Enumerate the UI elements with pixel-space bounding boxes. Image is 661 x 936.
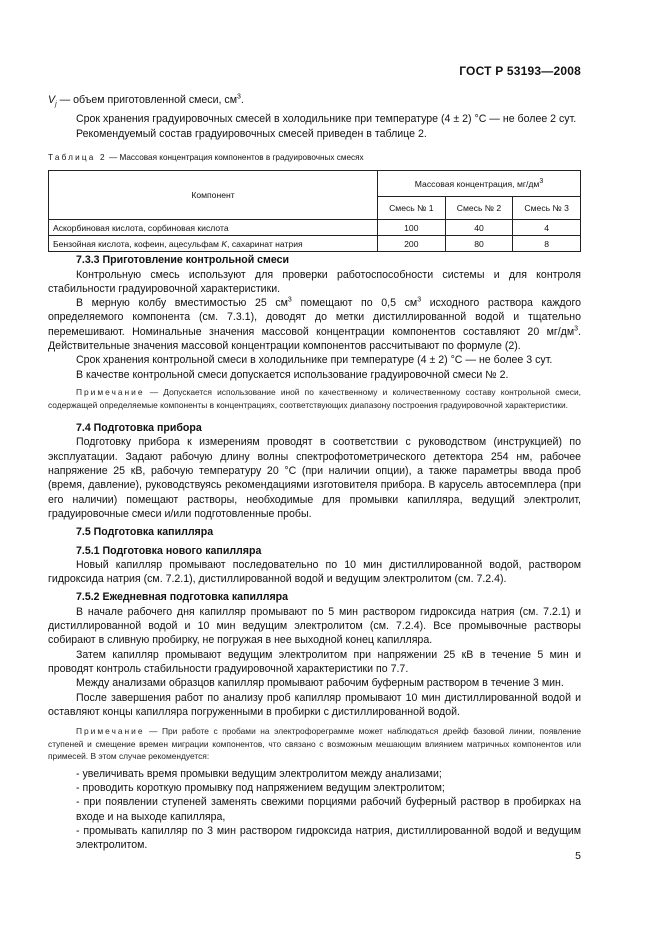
vj-subscript: j (55, 101, 57, 109)
table2-row2-name-a: Бензойная кислота, кофеин, ацесульфам (53, 238, 222, 249)
document-header: ГОСТ Р 53193—2008 (459, 64, 581, 78)
s733-p3: Срок хранения контрольной смеси в холодильнике при температуре (4 ± 2) °С — не более 3 сут. (76, 354, 553, 367)
list-item: - увеличивать время промывки ведущим электролитом между анализами; (76, 767, 442, 780)
table2-col-component: Компонент (49, 171, 378, 220)
s733-sup-a: 3 (287, 296, 292, 304)
table2-col-group-text: Массовая концентрация, мг/дм (414, 178, 540, 189)
s733-note-label: Примечание (76, 386, 145, 397)
table2-col-mix3: Смесь № 3 (513, 197, 581, 220)
s752-note-label: Примечание (76, 726, 145, 737)
page-content (48, 93, 581, 853)
table2-caption (48, 151, 581, 165)
s752-p3: Между анализами образцов капилляр промывают рабочим буферным раствором в течение 3 мин. (76, 677, 564, 690)
s733-p2c: исходного раствора каждого определяемого компонента (см. 7.3.1), доводят до метки дистиллированной водой и тщательно перемешивают. Номинальные значения массовой концентрации компонентов составляют 20 мг/дм (48, 297, 582, 338)
table2-row2-v1: 200 (378, 236, 446, 252)
s752-note-text: — При работе с пробами на электрофореграмме может наблюдаться дрейф базовой линии, появление ступеней и смещение времен миграции компонентов, что связано с возможным мешающим влиянием матричных компонентов или примесей. В этом случае рекомендуется: (48, 726, 581, 762)
list-item: - при появлении ступеней заменять свежими порциями рабочий буферный раствор в пробирках на входе и на выходе капилляра, (76, 796, 581, 823)
vj-end: . (240, 94, 244, 106)
s74-p1: Подготовку прибора к измерениям проводят в соответствии с руководством (инструкцией) по эксплуатации. Задают рабочую длину волны спектрофотометрического детектора 254 нм, рабочее напряжение 25 кВ, рабочую температуру 20 °С (при наличии опции), а также параметры ввода проб (время, давление), руководствуясь рекомендациями изготовителя прибора. В карусель автосемплера (при его наличии) помещают растворы, необходимые для промывки капилляра, ведущий электролит, градуировочные смеси и/или подготовленные пробы. (48, 436, 581, 520)
s733-p4: В качестве контрольной смеси допускается использование градуировочной смеси № 2. (76, 368, 509, 381)
vj-unit-sup: 3 (237, 93, 241, 101)
s733-sup-c: 3 (574, 325, 579, 333)
table2-row2-v3: 8 (513, 236, 581, 252)
s733-p1: Контрольную смесь используют для проверки работоспособности системы и для контроля стабильности градуировочной характеристики. (48, 268, 581, 295)
list-item: - проводить короткую промывку под напряжением ведущим электролитом; (76, 782, 445, 795)
table-row (49, 236, 581, 252)
table2-row2-v2: 80 (445, 236, 513, 252)
s733-p2 (48, 296, 581, 353)
page-number: 5 (575, 850, 581, 862)
storage-gradation: Срок хранения градуировочных смесей в холодильнике при температуре (4 ± 2) °С — не более 2 сут. (76, 113, 577, 126)
s752-p2: Затем капилляр промывают ведущим электролитом при напряжении 25 кВ в течение 5 мин и проводят контроль стабильности градуировочной характеристики по 7.7. (48, 648, 581, 675)
heading-7-5-2: 7.5.2 Ежедневная подготовка капилляра (76, 591, 288, 604)
s751-p1: Новый капилляр промывают последовательно по 10 мин дистиллированной водой, раствором гидроксида натрия (см. 7.2.1), дистиллированной водой и ведущим электролитом (см. 7.2.4). (48, 558, 581, 586)
list-item: - промывать капилляр по 3 мин раствором гидроксида натрия, дистиллированной водой и ведущим электролитом. (76, 825, 581, 852)
table2-col-group-sup: 3 (539, 177, 544, 185)
heading-7-5-1: 7.5.1 Подготовка нового капилляра (76, 544, 262, 557)
table2-col-mix1: Смесь № 1 (378, 197, 446, 220)
heading-7-4: 7.4 Подготовка прибора (76, 422, 202, 435)
table2-row2-name-b: , сахаринат натрия (227, 238, 303, 249)
s733-note-text: — Допускается использование иной по качественному и количественному составу контрольной смеси, содержащей определяемые компоненты в концентрациях, соответствующих диапазону построения градуировочной характеристики. (48, 386, 581, 410)
table2-row2-name (49, 236, 378, 252)
s733-sup-b: 3 (417, 296, 422, 304)
s752-p4: После завершения работ по анализу проб капилляр промывают 10 мин дистиллированной водой и оставляют концы капилляра погруженными в пробирки с дистиллированной водой. (48, 691, 581, 718)
table2-caption-label: Таблица 2 (48, 153, 107, 162)
heading-7-5: 7.5 Подготовка капилляра (76, 526, 214, 539)
recommend-table: Рекомендуемый состав градуировочных смесей приведен в таблице 2. (76, 127, 427, 140)
table2-caption-text: — Массовая концентрация компонентов в градуировочных смесях (106, 153, 364, 162)
heading-7-3-3: 7.3.3 Приготовление контрольной смеси (76, 254, 290, 267)
table2-col-mix2: Смесь № 2 (445, 197, 513, 220)
table2-row2-name-k: K (221, 238, 228, 249)
s733-p2b: помещают по 0,5 см (291, 297, 418, 310)
table2-row1-v2: 40 (445, 220, 513, 236)
table-row (49, 220, 581, 236)
vj-symbol: V (48, 94, 56, 106)
table2-row1-name: Аскорбиновая кислота, сорбиновая кислота (49, 220, 378, 236)
table-2 (48, 170, 581, 252)
table2-row1-v1: 100 (378, 220, 446, 236)
s752-p1: В начале рабочего дня капилляр промывают по 5 мин раствором гидроксида натрия (см. 7.2.1) и дистиллированной водой и 10 мин ведущим электролитом (см. 7.2.4). Все промывочные растворы собирают в сливную пробирку, не погружая в нее выходной конец капилляра. (48, 605, 581, 647)
table2-col-group (378, 171, 581, 197)
s733-note (48, 386, 581, 411)
s733-p2a: В мерную колбу вместимостью 25 см (76, 297, 288, 310)
s752-note (48, 725, 581, 763)
vj-definition (48, 93, 581, 112)
vj-definition-text: — объем приготовленной смеси, см (56, 94, 237, 106)
s733-p2d: . Действительные значения массовой концентрации компонентов рассчитывают по формуле (2). (48, 325, 581, 353)
table2-row1-v3: 4 (513, 220, 581, 236)
